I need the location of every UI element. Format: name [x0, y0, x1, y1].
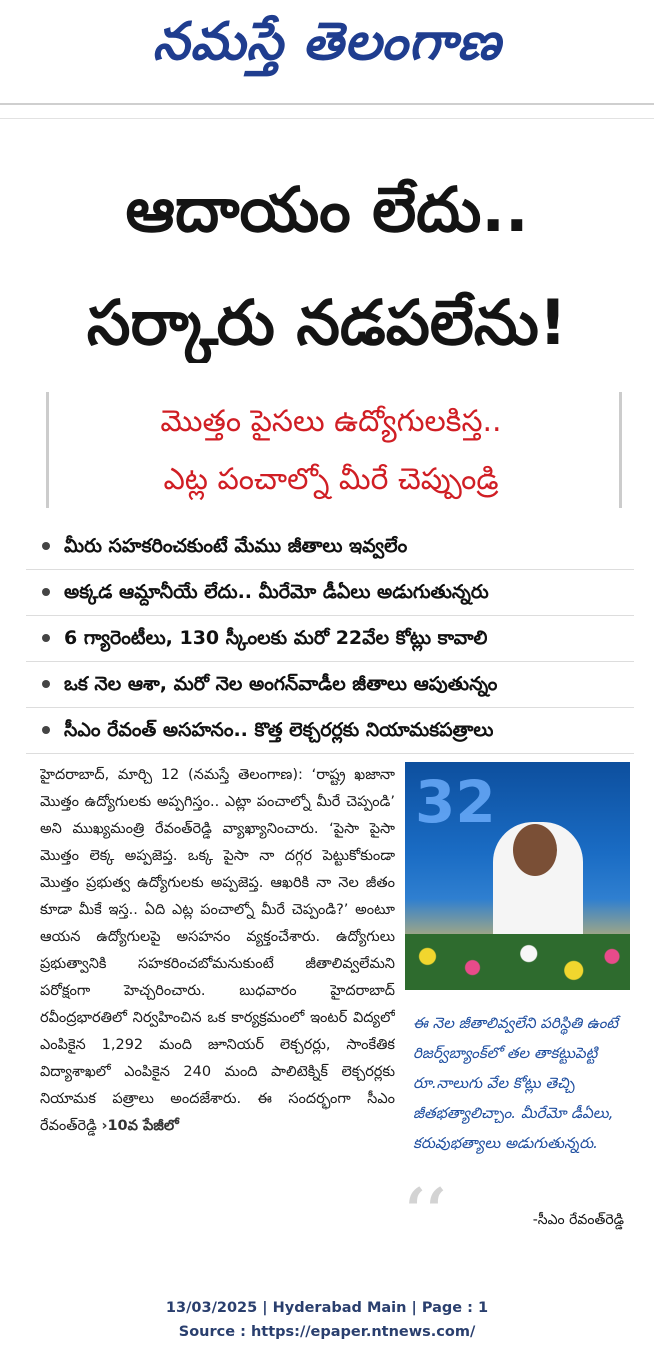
list-item — [26, 574, 634, 610]
list-item-text: 6 గ్యారెంటీలు, 130 స్కీంలకు మరో 22వేల కోట్లు కావాలి — [64, 627, 488, 649]
pull-quote — [405, 1004, 630, 1246]
photo-banner-text: 32 — [415, 768, 496, 836]
footer — [0, 1296, 654, 1344]
bullet-icon — [42, 634, 50, 642]
subheadline-line-1: మొత్తం పైసలు ఉద్యోగులకిస్త.. — [160, 404, 502, 439]
list-item — [26, 666, 634, 702]
list-item — [26, 620, 634, 656]
quote-marks-icon: ‘‘ — [405, 1176, 447, 1246]
bullet-icon — [42, 542, 50, 550]
masthead — [0, 0, 654, 96]
list-item-text: అక్కడ ఆమ్దానీయే లేదు.. మీరేమో డీఏలు అడుగుతున్నరు — [64, 581, 489, 603]
subheadline-line-2: ఎట్ల పంచాల్నో మీరే చెప్పుండ్రి — [163, 462, 499, 497]
pull-quote-text: ఈ నెల జీతాలివ్వలేని పరిస్థితి ఉంటే రిజర్వ్‌బ్యాంక్‌లో తల తాకట్టుపెట్టి రూ.నాలుగు వేల కోట్లు తెచ్చి జీతభత్యాలిచ్చాం. మీరేమో డీఏలు, కరువుభత్యాలు అడుగుతున్నరు. — [413, 1014, 619, 1152]
continued-on-page-link[interactable]: ›10వ పేజీలో — [101, 1118, 179, 1134]
list-item — [26, 528, 634, 564]
pull-quote-attribution: -సీఎం రేవంత్‌రెడ్డి — [532, 1212, 624, 1228]
footer-edition-info: 13/03/2025 | Hyderabad Main | Page : 1 — [165, 1300, 489, 1316]
article-body — [40, 762, 395, 1232]
divider — [0, 103, 654, 105]
speaker-head — [513, 824, 557, 876]
list-item-text: మీరు సహకరించకుంటే మేము జీతాలు ఇవ్వలేం — [64, 535, 408, 557]
headline-line-2: సర్కారు నడపలేను! — [86, 286, 568, 359]
list-item-text: ఒక నెల ఆశా, మరో నెల అంగన్‌వాడీల జీతాలు ఆపుతున్నం — [64, 673, 498, 695]
headline-line-1: ఆదాయం లేదు.. — [125, 173, 529, 246]
article-text: హైదరాబాద్, మార్చి 12 (నమస్తే తెలంగాణ): ‘రాష్ట్ర ఖజానా మొత్తం ఉద్యోగులకు అప్పగిస్తం.. ఎట్లా పంచాల్నో మీరే చెప్పండి’ అని ముఖ్యమంత్రి రేవంత్‌రెడ్డి వ్యాఖ్యానించారు. ‘పైసా పైసా మొత్తం లెక్క అప్పజెప్త. ఒక్క పైసా నా దగ్గర పెట్టుకోకుండా మొత్తం ప్రభుత్వ ఉద్యోగులకు అప్పజెప్త. ఆఖరికి నా నెల జీతం కూడా మీకే ఇస్త.. ఏది ఎట్ల పంచాల్నో మీరే చెప్పండి?’ అంటూ ఆయన ఉద్యోగులపై అసహనం వ్యక్తంచేశారు. ఉద్యోగులు ప్రభుత్వానికి సహకరించబోమనుకుంటే జీతాలివ్వలేమని పరోక్షంగా హెచ్చరించారు. బుధవారం హైదరాబాద్ రవీంద్రభారతిలో నిర్వహించిన ఒక కార్యక్రమంలో ఇంటర్ విద్యలో ఎంపికైన 1,292 మంది జూనియర్ లెక్చరర్లు, సాంకేతిక విద్యాశాఖలో ఎంపికైన 240 మంది పాలిటెక్నిక్ లెక్చరర్లకు నియామక పత్రాలు అందజేశారు. ఈ సందర్భంగా సీఎం రేవంత్‌రెడ్డి — [40, 767, 395, 1134]
divider — [0, 118, 654, 119]
list-item-text: సీఎం రేవంత్ అసహనం.. కొత్త లెక్చరర్లకు నియామకపత్రాలు — [64, 719, 494, 741]
highlight-list — [26, 528, 634, 758]
flower-decoration — [405, 934, 630, 990]
masthead-logo: నమస్తే తెలంగాణ — [152, 11, 502, 72]
bullet-icon — [42, 680, 50, 688]
bullet-icon — [42, 588, 50, 596]
list-item — [26, 712, 634, 748]
article-photo — [405, 762, 630, 990]
footer-source-link[interactable]: Source : https://epaper.ntnews.com/ — [178, 1324, 476, 1340]
bullet-icon — [42, 726, 50, 734]
